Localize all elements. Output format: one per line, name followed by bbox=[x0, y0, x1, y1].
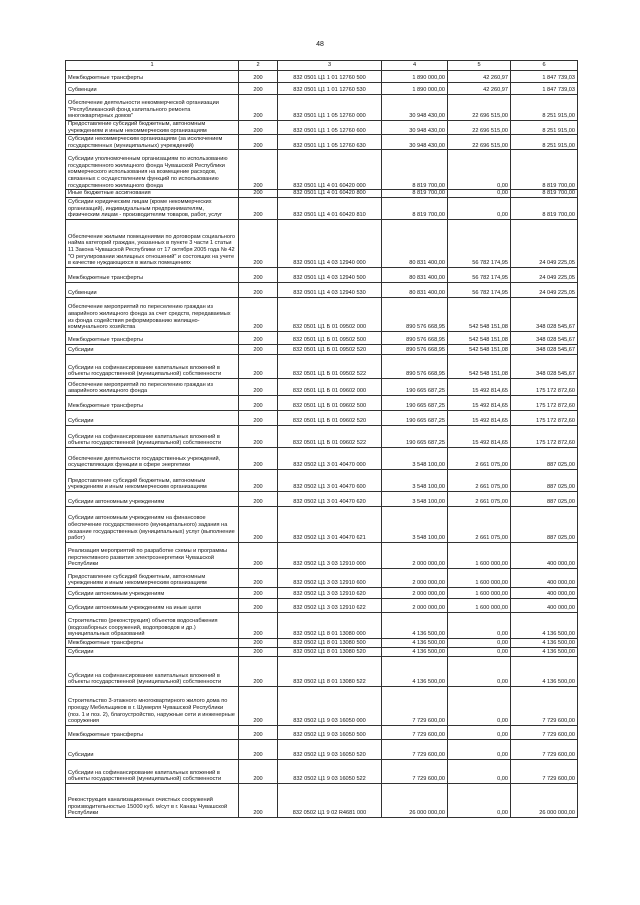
table-header-row bbox=[66, 61, 578, 71]
row-unexecuted-amount-cell: 7 729 600,00 bbox=[511, 759, 578, 783]
row-line-code-cell: 200 bbox=[239, 378, 278, 395]
row-executed-amount-cell: 42 260,97 bbox=[448, 71, 511, 83]
row-name-cell: Предоставление субсидий бюджетным, автономным учреждениям и иным некоммерческим организациям bbox=[66, 568, 239, 587]
row-budget-code-cell: 832 0502 Ц1 8 01 13080 000 bbox=[278, 612, 382, 638]
row-name-cell: Иные бюджетные ассигнования bbox=[66, 190, 239, 198]
row-approved-amount-cell: 190 665 687,25 bbox=[382, 425, 448, 447]
row-name-cell: Строительство 3-этажного многоквартирного жилого дома по проезду Мебельщиков в г. Шумерля Чувашской Республики (поз. 1 и поз. 2), благоустройство, наружные сети и инженерные сооружения bbox=[66, 686, 239, 725]
row-line-code-cell: 200 bbox=[239, 71, 278, 83]
row-name-cell: Субсидии автономным учреждениям на финансовое обеспечение государственного (муниципального) задания на оказание государственных (муниципальных) услуг (выполнение работ) bbox=[66, 506, 239, 542]
row-name-cell: Субсидии bbox=[66, 739, 239, 759]
table-row bbox=[66, 297, 578, 331]
table-row bbox=[66, 542, 578, 568]
row-name-cell: Субсидии bbox=[66, 647, 239, 656]
row-budget-code-cell: 832 0502 Ц1 3 01 40470 621 bbox=[278, 506, 382, 542]
table-row bbox=[66, 71, 578, 83]
table-row bbox=[66, 354, 578, 378]
row-line-code-cell: 200 bbox=[239, 297, 278, 331]
row-unexecuted-amount-cell: 4 136 500,00 bbox=[511, 647, 578, 656]
row-unexecuted-amount-cell: 348 028 545,67 bbox=[511, 354, 578, 378]
row-line-code-cell: 200 bbox=[239, 725, 278, 739]
row-budget-code-cell: 832 0501 Ц1 1 05 12760 630 bbox=[278, 135, 382, 150]
row-budget-code-cell: 832 0502 Ц1 9 03 16050 000 bbox=[278, 686, 382, 725]
row-name-cell: Субсидии на софинансирование капитальных вложений в объекты государственной (муниципальной) собственности bbox=[66, 759, 239, 783]
row-executed-amount-cell: 542 548 151,08 bbox=[448, 297, 511, 331]
row-unexecuted-amount-cell: 400 000,00 bbox=[511, 568, 578, 587]
row-executed-amount-cell: 22 696 515,00 bbox=[448, 135, 511, 150]
row-approved-amount-cell: 3 548 100,00 bbox=[382, 447, 448, 469]
row-executed-amount-cell: 542 548 151,08 bbox=[448, 344, 511, 354]
row-budget-code-cell: 832 0501 Ц1 Б 01 09602 500 bbox=[278, 395, 382, 410]
row-approved-amount-cell: 890 576 668,95 bbox=[382, 344, 448, 354]
row-line-code-cell: 200 bbox=[239, 568, 278, 587]
table-row bbox=[66, 447, 578, 469]
row-budget-code-cell: 832 0502 Ц1 9 03 16050 522 bbox=[278, 759, 382, 783]
row-name-cell: Субсидии уполномоченным организациям по использованию государственного жилищного фонда Чувашской Республики коммерческого использования на возмещение расходов, связанных с осуществлением функций по использованию государственного жилищного фонда bbox=[66, 150, 239, 190]
row-name-cell: Реконструкция канализационных очистных сооружений производительностью 15000 куб. м/сут в г. Канаш Чувашской Республики bbox=[66, 783, 239, 817]
row-executed-amount-cell: 1 600 000,00 bbox=[448, 587, 511, 598]
row-executed-amount-cell: 1 600 000,00 bbox=[448, 598, 511, 612]
row-approved-amount-cell: 4 136 500,00 bbox=[382, 638, 448, 647]
table-row bbox=[66, 759, 578, 783]
row-unexecuted-amount-cell: 7 729 600,00 bbox=[511, 739, 578, 759]
row-budget-code-cell: 832 0502 Ц1 9 03 16050 500 bbox=[278, 725, 382, 739]
row-name-cell: Субсидии bbox=[66, 344, 239, 354]
row-executed-amount-cell: 15 492 814,65 bbox=[448, 395, 511, 410]
table-row bbox=[66, 150, 578, 190]
row-name-cell: Обеспечение деятельности государственных учреждений, осуществляющих функции в сфере энергетики bbox=[66, 447, 239, 469]
row-line-code-cell: 200 bbox=[239, 121, 278, 135]
row-name-cell: Межбюджетные трансферты bbox=[66, 71, 239, 83]
row-approved-amount-cell: 1 890 000,00 bbox=[382, 83, 448, 95]
row-line-code-cell: 200 bbox=[239, 612, 278, 638]
row-budget-code-cell: 832 0502 Ц1 3 01 40470 600 bbox=[278, 469, 382, 491]
row-budget-code-cell: 832 0502 Ц1 8 01 13080 520 bbox=[278, 647, 382, 656]
row-approved-amount-cell: 2 000 000,00 bbox=[382, 587, 448, 598]
row-unexecuted-amount-cell: 26 000 000,00 bbox=[511, 783, 578, 817]
row-approved-amount-cell: 7 729 600,00 bbox=[382, 759, 448, 783]
row-executed-amount-cell: 0,00 bbox=[448, 739, 511, 759]
row-line-code-cell: 200 bbox=[239, 469, 278, 491]
row-line-code-cell: 200 bbox=[239, 219, 278, 267]
row-budget-code-cell: 832 0502 Ц1 3 03 12910 000 bbox=[278, 542, 382, 568]
row-name-cell: Обеспечение жилыми помещениями по договорам социального найма категорий граждан, указанных в пункте 3 части 1 статьи 11 Закона Чувашской Республики от 17 октября 2005 года № 42 "О регулировании жилищных отношений" и состоящих на учете в качестве нуждающихся в жилых помещениях bbox=[66, 219, 239, 267]
row-budget-code-cell: 832 0501 Ц1 Б 01 09602 520 bbox=[278, 410, 382, 425]
row-executed-amount-cell: 0,00 bbox=[448, 783, 511, 817]
table-row bbox=[66, 568, 578, 587]
row-unexecuted-amount-cell: 887 025,00 bbox=[511, 491, 578, 506]
page-number: 48 bbox=[316, 41, 324, 48]
row-line-code-cell: 200 bbox=[239, 95, 278, 121]
row-approved-amount-cell: 190 665 687,25 bbox=[382, 378, 448, 395]
row-executed-amount-cell: 0,00 bbox=[448, 759, 511, 783]
table-row bbox=[66, 647, 578, 656]
table-row bbox=[66, 725, 578, 739]
row-line-code-cell: 200 bbox=[239, 783, 278, 817]
table-row bbox=[66, 491, 578, 506]
budget-execution-table bbox=[65, 60, 578, 818]
row-name-cell: Межбюджетные трансферты bbox=[66, 725, 239, 739]
table-row bbox=[66, 656, 578, 686]
row-name-cell: Межбюджетные трансферты bbox=[66, 267, 239, 282]
row-approved-amount-cell: 80 831 400,00 bbox=[382, 219, 448, 267]
row-unexecuted-amount-cell: 175 172 872,60 bbox=[511, 378, 578, 395]
column-header: 1 bbox=[66, 61, 239, 71]
row-name-cell: Межбюджетные трансферты bbox=[66, 395, 239, 410]
row-approved-amount-cell: 3 548 100,00 bbox=[382, 506, 448, 542]
row-unexecuted-amount-cell: 8 251 915,00 bbox=[511, 135, 578, 150]
table-row bbox=[66, 282, 578, 297]
table-row bbox=[66, 83, 578, 95]
table-row bbox=[66, 395, 578, 410]
row-executed-amount-cell: 0,00 bbox=[448, 612, 511, 638]
row-name-cell: Предоставление субсидий бюджетным, автономным учреждениям и иным некоммерческим организациям bbox=[66, 121, 239, 135]
row-name-cell: Межбюджетные трансферты bbox=[66, 331, 239, 344]
table-row bbox=[66, 469, 578, 491]
row-line-code-cell: 200 bbox=[239, 267, 278, 282]
row-unexecuted-amount-cell: 24 049 225,05 bbox=[511, 219, 578, 267]
row-unexecuted-amount-cell: 24 049 225,05 bbox=[511, 282, 578, 297]
row-name-cell: Субсидии автономным учреждениям bbox=[66, 587, 239, 598]
row-approved-amount-cell: 8 819 700,00 bbox=[382, 150, 448, 190]
row-name-cell: Обеспечение мероприятий по переселению граждан из аварийного жилищного фонда за счет средств, передаваемых из фонда содействия реформированию жилищно-коммунального хозяйства bbox=[66, 297, 239, 331]
row-unexecuted-amount-cell: 400 000,00 bbox=[511, 587, 578, 598]
row-line-code-cell: 200 bbox=[239, 759, 278, 783]
row-line-code-cell: 200 bbox=[239, 425, 278, 447]
row-line-code-cell: 200 bbox=[239, 506, 278, 542]
table-row bbox=[66, 587, 578, 598]
row-line-code-cell: 200 bbox=[239, 587, 278, 598]
row-budget-code-cell: 832 0502 Ц1 8 01 13080 500 bbox=[278, 638, 382, 647]
row-budget-code-cell: 832 0501 Ц1 1 05 12760 600 bbox=[278, 121, 382, 135]
row-budget-code-cell: 832 0501 Ц1 Б 01 09502 500 bbox=[278, 331, 382, 344]
row-approved-amount-cell: 2 000 000,00 bbox=[382, 542, 448, 568]
row-unexecuted-amount-cell: 4 136 500,00 bbox=[511, 612, 578, 638]
row-budget-code-cell: 832 0501 Ц1 1 05 12760 000 bbox=[278, 95, 382, 121]
row-executed-amount-cell: 15 492 814,65 bbox=[448, 425, 511, 447]
row-budget-code-cell: 832 0501 Ц1 4 01 60420 800 bbox=[278, 190, 382, 198]
row-line-code-cell: 200 bbox=[239, 447, 278, 469]
row-budget-code-cell: 832 0501 Ц1 Б 01 09502 522 bbox=[278, 354, 382, 378]
row-approved-amount-cell: 2 000 000,00 bbox=[382, 568, 448, 587]
row-approved-amount-cell: 190 665 687,25 bbox=[382, 410, 448, 425]
row-budget-code-cell: 832 0502 Ц1 3 03 12910 622 bbox=[278, 598, 382, 612]
row-unexecuted-amount-cell: 7 729 600,00 bbox=[511, 725, 578, 739]
row-unexecuted-amount-cell: 175 172 872,60 bbox=[511, 425, 578, 447]
table-row bbox=[66, 410, 578, 425]
row-line-code-cell: 200 bbox=[239, 542, 278, 568]
table-row bbox=[66, 686, 578, 725]
row-line-code-cell: 200 bbox=[239, 197, 278, 219]
table-row bbox=[66, 425, 578, 447]
row-name-cell: Предоставление субсидий бюджетным, автономным учреждениям и иным некоммерческим организациям bbox=[66, 469, 239, 491]
row-budget-code-cell: 832 0502 Ц1 3 03 12910 620 bbox=[278, 587, 382, 598]
row-budget-code-cell: 832 0501 Ц1 Б 01 09502 000 bbox=[278, 297, 382, 331]
row-line-code-cell: 200 bbox=[239, 190, 278, 198]
row-executed-amount-cell: 542 548 151,08 bbox=[448, 354, 511, 378]
row-approved-amount-cell: 7 729 600,00 bbox=[382, 739, 448, 759]
row-line-code-cell: 200 bbox=[239, 638, 278, 647]
row-executed-amount-cell: 0,00 bbox=[448, 647, 511, 656]
row-name-cell: Субсидии на софинансирование капитальных вложений в объекты государственной (муниципальной) собственности bbox=[66, 425, 239, 447]
row-approved-amount-cell: 80 831 400,00 bbox=[382, 282, 448, 297]
row-approved-amount-cell: 7 729 600,00 bbox=[382, 725, 448, 739]
row-executed-amount-cell: 2 661 075,00 bbox=[448, 506, 511, 542]
row-unexecuted-amount-cell: 348 028 545,67 bbox=[511, 331, 578, 344]
row-approved-amount-cell: 8 819 700,00 bbox=[382, 190, 448, 198]
row-approved-amount-cell: 8 819 700,00 bbox=[382, 197, 448, 219]
row-unexecuted-amount-cell: 8 819 700,00 bbox=[511, 150, 578, 190]
row-executed-amount-cell: 0,00 bbox=[448, 197, 511, 219]
row-line-code-cell: 200 bbox=[239, 656, 278, 686]
table-row bbox=[66, 135, 578, 150]
row-approved-amount-cell: 4 136 500,00 bbox=[382, 612, 448, 638]
row-line-code-cell: 200 bbox=[239, 83, 278, 95]
row-line-code-cell: 200 bbox=[239, 395, 278, 410]
row-approved-amount-cell: 30 948 430,00 bbox=[382, 95, 448, 121]
row-name-cell: Субсидии некоммерческим организациям (за исключением государственных (муниципальных) учреждений) bbox=[66, 135, 239, 150]
table-row bbox=[66, 190, 578, 198]
column-header: 4 bbox=[382, 61, 448, 71]
row-budget-code-cell: 832 0501 Ц1 Б 01 09602 522 bbox=[278, 425, 382, 447]
row-approved-amount-cell: 4 136 500,00 bbox=[382, 647, 448, 656]
row-executed-amount-cell: 1 600 000,00 bbox=[448, 568, 511, 587]
row-approved-amount-cell: 1 890 000,00 bbox=[382, 71, 448, 83]
row-name-cell: Обеспечение мероприятий по переселению граждан из аварийного жилищного фонда bbox=[66, 378, 239, 395]
table-row bbox=[66, 598, 578, 612]
row-approved-amount-cell: 890 576 668,95 bbox=[382, 331, 448, 344]
row-line-code-cell: 200 bbox=[239, 354, 278, 378]
row-unexecuted-amount-cell: 4 136 500,00 bbox=[511, 656, 578, 686]
row-unexecuted-amount-cell: 400 000,00 bbox=[511, 542, 578, 568]
row-executed-amount-cell: 0,00 bbox=[448, 725, 511, 739]
row-unexecuted-amount-cell: 400 000,00 bbox=[511, 598, 578, 612]
table-row bbox=[66, 378, 578, 395]
table-row bbox=[66, 344, 578, 354]
row-line-code-cell: 200 bbox=[239, 686, 278, 725]
row-approved-amount-cell: 190 665 687,25 bbox=[382, 395, 448, 410]
row-line-code-cell: 200 bbox=[239, 331, 278, 344]
row-executed-amount-cell: 42 260,97 bbox=[448, 83, 511, 95]
row-approved-amount-cell: 3 548 100,00 bbox=[382, 469, 448, 491]
row-name-cell: Реализация мероприятий по разработке схемы и программы перспективного развития электроэнергетики Чувашской Республики bbox=[66, 542, 239, 568]
row-unexecuted-amount-cell: 887 025,00 bbox=[511, 447, 578, 469]
row-budget-code-cell: 832 0501 Ц1 4 03 12940 000 bbox=[278, 219, 382, 267]
row-executed-amount-cell: 56 782 174,95 bbox=[448, 267, 511, 282]
column-header: 5 bbox=[448, 61, 511, 71]
table-row bbox=[66, 219, 578, 267]
row-executed-amount-cell: 0,00 bbox=[448, 190, 511, 198]
row-budget-code-cell: 832 0501 Ц1 1 01 12760 530 bbox=[278, 83, 382, 95]
column-header: 2 bbox=[239, 61, 278, 71]
row-unexecuted-amount-cell: 887 025,00 bbox=[511, 469, 578, 491]
row-unexecuted-amount-cell: 4 136 500,00 bbox=[511, 638, 578, 647]
table-row bbox=[66, 506, 578, 542]
row-approved-amount-cell: 80 831 400,00 bbox=[382, 267, 448, 282]
row-line-code-cell: 200 bbox=[239, 150, 278, 190]
row-approved-amount-cell: 30 948 430,00 bbox=[382, 121, 448, 135]
row-executed-amount-cell: 2 661 075,00 bbox=[448, 491, 511, 506]
row-unexecuted-amount-cell: 1 847 739,03 bbox=[511, 83, 578, 95]
row-unexecuted-amount-cell: 348 028 545,67 bbox=[511, 297, 578, 331]
row-approved-amount-cell: 3 548 100,00 bbox=[382, 491, 448, 506]
row-budget-code-cell: 832 0501 Ц1 4 01 60420 000 bbox=[278, 150, 382, 190]
row-unexecuted-amount-cell: 7 729 600,00 bbox=[511, 686, 578, 725]
row-unexecuted-amount-cell: 8 251 915,00 bbox=[511, 121, 578, 135]
table-row bbox=[66, 612, 578, 638]
table-row bbox=[66, 331, 578, 344]
row-executed-amount-cell: 56 782 174,95 bbox=[448, 219, 511, 267]
row-executed-amount-cell: 1 600 000,00 bbox=[448, 542, 511, 568]
row-line-code-cell: 200 bbox=[239, 135, 278, 150]
row-budget-code-cell: 832 0501 Ц1 4 03 12940 530 bbox=[278, 282, 382, 297]
row-budget-code-cell: 832 0501 Ц1 Б 01 09502 520 bbox=[278, 344, 382, 354]
row-line-code-cell: 200 bbox=[239, 282, 278, 297]
row-line-code-cell: 200 bbox=[239, 739, 278, 759]
row-executed-amount-cell: 0,00 bbox=[448, 656, 511, 686]
row-unexecuted-amount-cell: 887 025,00 bbox=[511, 506, 578, 542]
row-line-code-cell: 200 bbox=[239, 344, 278, 354]
row-executed-amount-cell: 2 661 075,00 bbox=[448, 469, 511, 491]
row-executed-amount-cell: 22 696 515,00 bbox=[448, 121, 511, 135]
table-row bbox=[66, 783, 578, 817]
row-budget-code-cell: 832 0502 Ц1 8 01 13080 522 bbox=[278, 656, 382, 686]
row-budget-code-cell: 832 0501 Ц1 1 01 12760 500 bbox=[278, 71, 382, 83]
row-budget-code-cell: 832 0502 Ц1 3 01 40470 000 bbox=[278, 447, 382, 469]
row-name-cell: Строительство (реконструкция) объектов водоснабжения (водозаборных сооружений, водопроводов и др.) муниципальных образований bbox=[66, 612, 239, 638]
row-line-code-cell: 200 bbox=[239, 647, 278, 656]
row-executed-amount-cell: 15 492 814,65 bbox=[448, 410, 511, 425]
row-budget-code-cell: 832 0501 Ц1 4 01 60420 810 bbox=[278, 197, 382, 219]
row-approved-amount-cell: 26 000 000,00 bbox=[382, 783, 448, 817]
row-executed-amount-cell: 0,00 bbox=[448, 686, 511, 725]
row-budget-code-cell: 832 0501 Ц1 Б 01 09602 000 bbox=[278, 378, 382, 395]
table-row bbox=[66, 121, 578, 135]
column-header: 6 bbox=[511, 61, 578, 71]
row-budget-code-cell: 832 0502 Ц1 9 02 R4681 000 bbox=[278, 783, 382, 817]
row-executed-amount-cell: 542 548 151,08 bbox=[448, 331, 511, 344]
row-budget-code-cell: 832 0502 Ц1 9 03 16050 520 bbox=[278, 739, 382, 759]
row-executed-amount-cell: 22 696 515,00 bbox=[448, 95, 511, 121]
row-name-cell: Субсидии автономным учреждениям bbox=[66, 491, 239, 506]
row-budget-code-cell: 832 0501 Ц1 4 03 12940 500 bbox=[278, 267, 382, 282]
row-executed-amount-cell: 2 661 075,00 bbox=[448, 447, 511, 469]
row-line-code-cell: 200 bbox=[239, 491, 278, 506]
row-unexecuted-amount-cell: 1 847 739,03 bbox=[511, 71, 578, 83]
row-approved-amount-cell: 890 576 668,95 bbox=[382, 354, 448, 378]
row-approved-amount-cell: 890 576 668,95 bbox=[382, 297, 448, 331]
row-approved-amount-cell: 30 948 430,00 bbox=[382, 135, 448, 150]
row-unexecuted-amount-cell: 8 819 700,00 bbox=[511, 190, 578, 198]
row-unexecuted-amount-cell: 348 028 545,67 bbox=[511, 344, 578, 354]
row-name-cell: Субвенции bbox=[66, 83, 239, 95]
table-row bbox=[66, 739, 578, 759]
row-name-cell: Субсидии на софинансирование капитальных вложений в объекты государственной (муниципальной) собственности bbox=[66, 354, 239, 378]
row-line-code-cell: 200 bbox=[239, 598, 278, 612]
table-row bbox=[66, 267, 578, 282]
row-name-cell: Субвенции bbox=[66, 282, 239, 297]
row-name-cell: Субсидии на софинансирование капитальных вложений в объекты государственной (муниципальной) собственности bbox=[66, 656, 239, 686]
table-row bbox=[66, 197, 578, 219]
row-approved-amount-cell: 2 000 000,00 bbox=[382, 598, 448, 612]
table-row bbox=[66, 638, 578, 647]
row-unexecuted-amount-cell: 8 819 700,00 bbox=[511, 197, 578, 219]
row-unexecuted-amount-cell: 24 049 225,05 bbox=[511, 267, 578, 282]
row-approved-amount-cell: 7 729 600,00 bbox=[382, 686, 448, 725]
row-name-cell: Субсидии юридическим лицам (кроме некоммерческих организаций), индивидуальным предпринимателям, физическим лицам - производителям товаров, работ, услуг bbox=[66, 197, 239, 219]
row-name-cell: Обеспечение деятельности некоммерческой организации "Республиканский фонд капитального ремонта многоквартирных домов" bbox=[66, 95, 239, 121]
row-line-code-cell: 200 bbox=[239, 410, 278, 425]
row-unexecuted-amount-cell: 175 172 872,60 bbox=[511, 395, 578, 410]
row-unexecuted-amount-cell: 8 251 915,00 bbox=[511, 95, 578, 121]
row-unexecuted-amount-cell: 175 172 872,60 bbox=[511, 410, 578, 425]
column-header: 3 bbox=[278, 61, 382, 71]
row-executed-amount-cell: 15 492 814,65 bbox=[448, 378, 511, 395]
row-name-cell: Субсидии автономным учреждениям на иные цели bbox=[66, 598, 239, 612]
row-name-cell: Субсидии bbox=[66, 410, 239, 425]
table-row bbox=[66, 95, 578, 121]
row-name-cell: Межбюджетные трансферты bbox=[66, 638, 239, 647]
row-budget-code-cell: 832 0502 Ц1 3 03 12910 600 bbox=[278, 568, 382, 587]
row-executed-amount-cell: 0,00 bbox=[448, 638, 511, 647]
row-executed-amount-cell: 0,00 bbox=[448, 150, 511, 190]
row-executed-amount-cell: 56 782 174,95 bbox=[448, 282, 511, 297]
row-approved-amount-cell: 4 136 500,00 bbox=[382, 656, 448, 686]
row-budget-code-cell: 832 0502 Ц1 3 01 40470 620 bbox=[278, 491, 382, 506]
